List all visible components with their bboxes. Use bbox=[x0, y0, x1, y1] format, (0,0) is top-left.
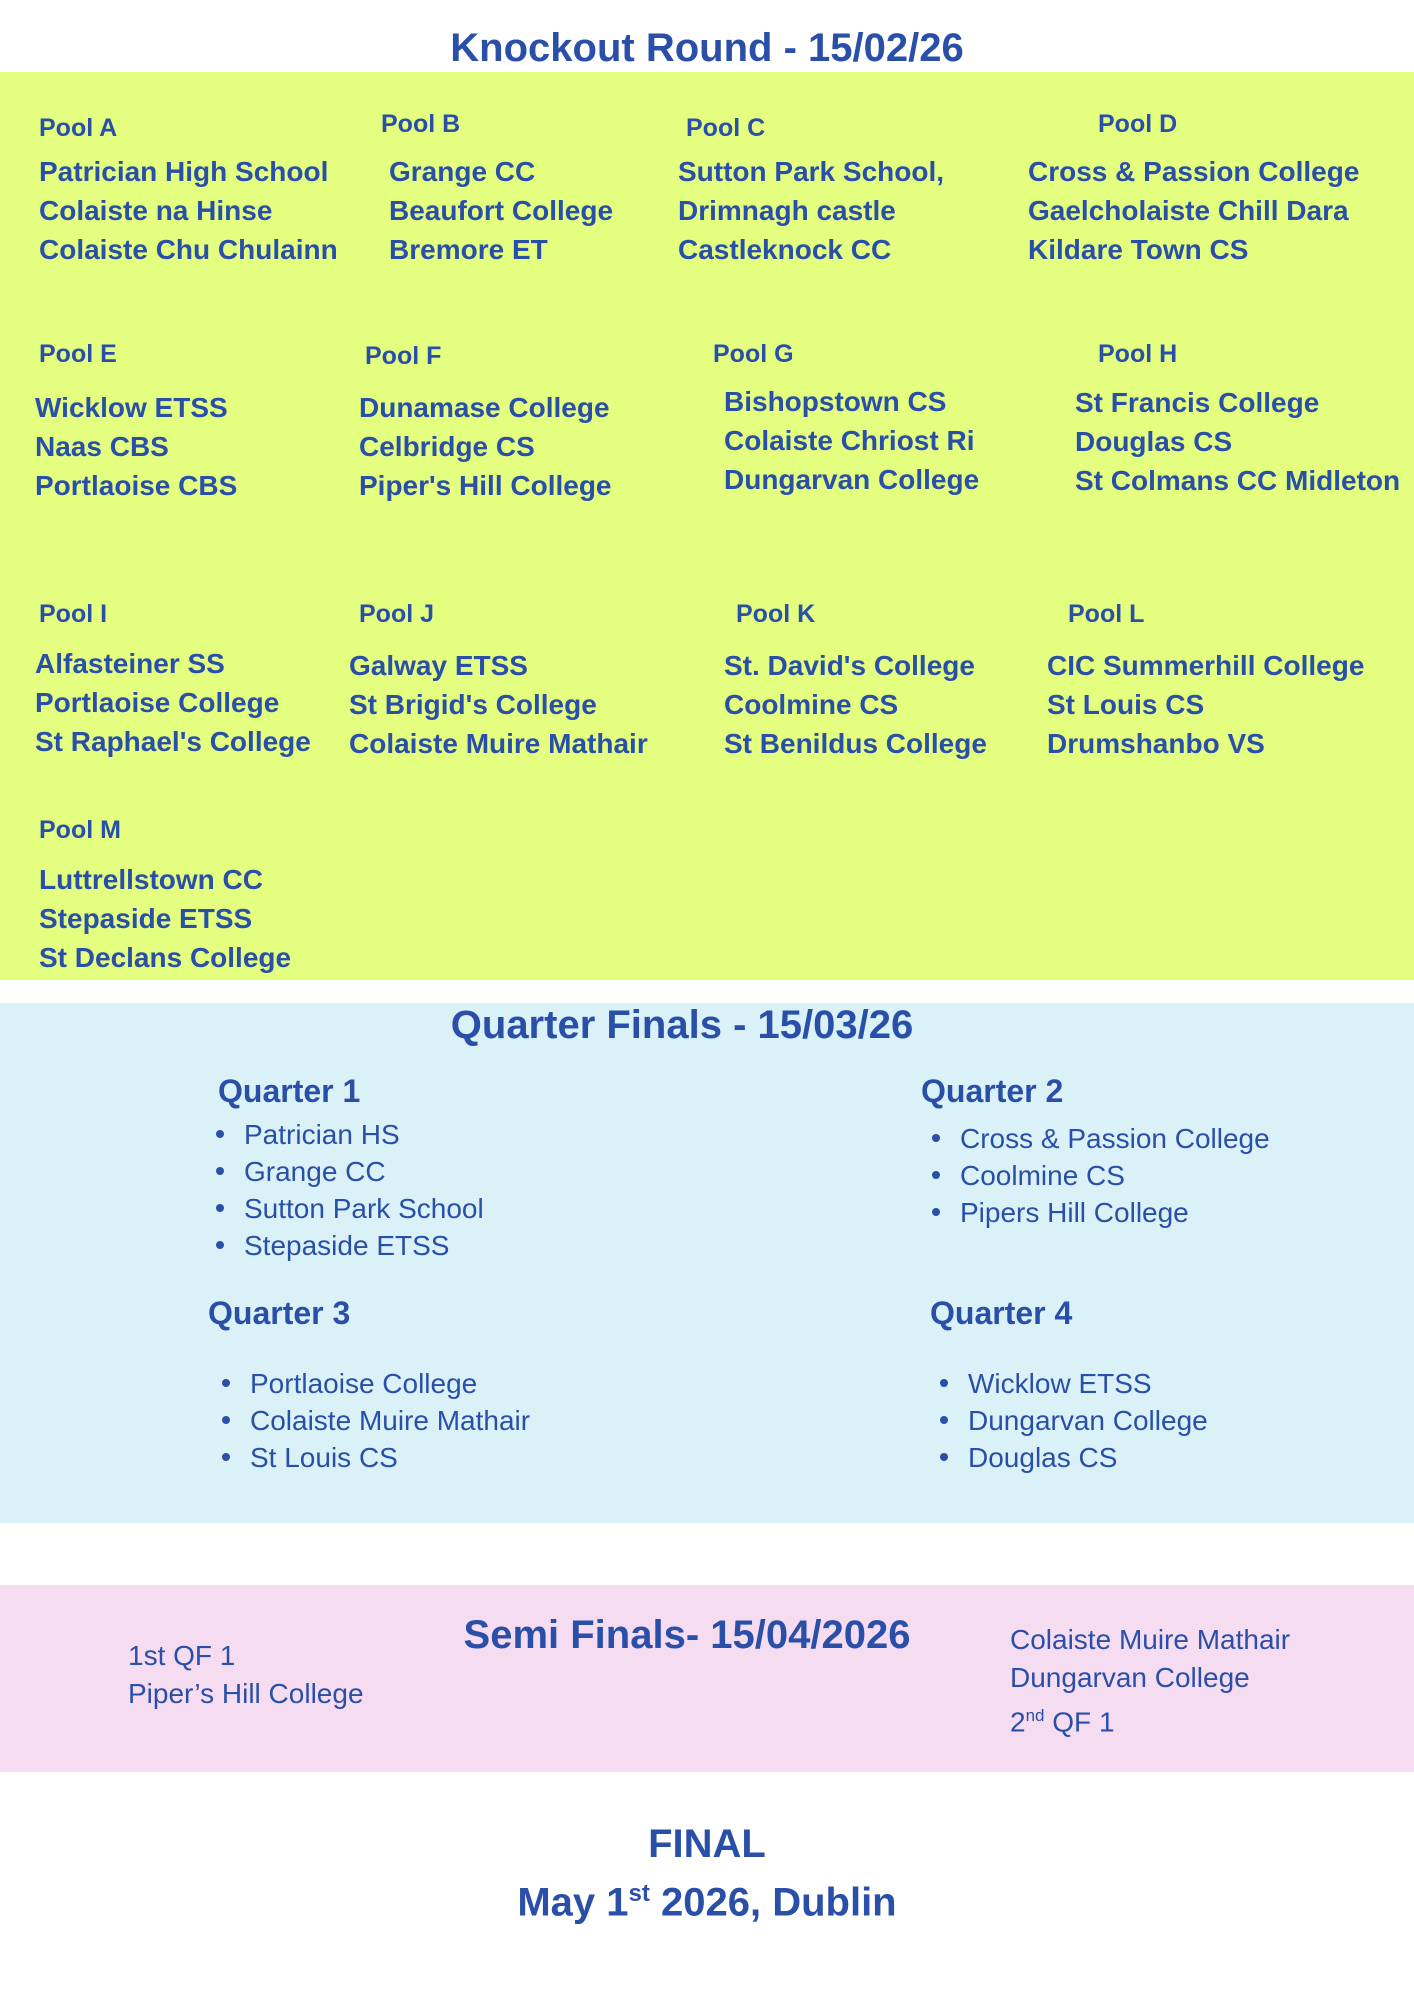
list-item bbox=[940, 1439, 1208, 1476]
pool-team-list bbox=[359, 388, 612, 505]
team: Stepaside ETSS bbox=[244, 1230, 450, 1261]
team: St Louis CS bbox=[250, 1442, 398, 1473]
team: Colaiste Chu Chulainn bbox=[39, 234, 338, 265]
team: St. David's College bbox=[724, 650, 975, 681]
team: Patrician High School bbox=[39, 156, 329, 187]
team: St Declans College bbox=[39, 942, 292, 973]
pool-team-list bbox=[35, 388, 237, 505]
knockout-title: Knockout Round - 15/02/26 bbox=[450, 26, 964, 70]
pool-title: Pool C bbox=[686, 114, 766, 142]
team: Coolmine CS bbox=[960, 1160, 1125, 1191]
team: Grange CC bbox=[244, 1156, 386, 1187]
list-item bbox=[932, 1120, 1270, 1157]
pool-team-list bbox=[39, 860, 291, 977]
pool-title: Pool M bbox=[39, 816, 121, 844]
team: Beaufort College bbox=[389, 195, 614, 226]
team: Cross & Passion College bbox=[1028, 156, 1360, 187]
pool-team-list bbox=[724, 646, 987, 763]
team: Colaiste Muire Mathair bbox=[250, 1405, 531, 1436]
semi-entry: Colaiste Muire Mathair bbox=[1010, 1624, 1291, 1655]
list-item bbox=[216, 1153, 484, 1190]
bullet-icon bbox=[216, 1167, 224, 1175]
pool-team-list bbox=[389, 152, 613, 269]
team: Cross & Passion College bbox=[960, 1123, 1270, 1154]
bullet-icon bbox=[932, 1171, 940, 1179]
team: Castleknock CC bbox=[678, 234, 892, 265]
quarter-finals-title: Quarter Finals - 15/03/26 bbox=[450, 1003, 914, 1047]
team: Colaiste na Hinse bbox=[39, 195, 273, 226]
pool-team-list bbox=[1075, 383, 1400, 500]
team: Alfasteiner SS bbox=[35, 648, 225, 679]
quarter-team-list bbox=[216, 1116, 484, 1264]
team: Piper's Hill College bbox=[359, 470, 612, 501]
team: St Louis CS bbox=[1047, 689, 1205, 720]
team: St Raphael's College bbox=[35, 726, 311, 757]
list-item bbox=[932, 1194, 1270, 1231]
list-item bbox=[216, 1190, 484, 1227]
bullet-icon bbox=[222, 1453, 230, 1461]
bullet-icon bbox=[940, 1416, 948, 1424]
team: Bishopstown CS bbox=[724, 386, 947, 417]
bullet-icon bbox=[940, 1453, 948, 1461]
pool-title: Pool D bbox=[1098, 110, 1178, 138]
semi-entry-suffix: QF 1 bbox=[1044, 1706, 1115, 1738]
semi-right-entries bbox=[1010, 1621, 1290, 1741]
team: St Colmans CC Midleton bbox=[1075, 465, 1401, 496]
final-title: FINAL bbox=[648, 1822, 766, 1866]
list-item bbox=[932, 1157, 1270, 1194]
team: Sutton Park School bbox=[244, 1193, 484, 1224]
team: Patrician HS bbox=[244, 1119, 400, 1150]
team: Drimnagh castle bbox=[678, 195, 896, 226]
quarter-title: Quarter 4 bbox=[930, 1295, 1073, 1331]
knockout-section bbox=[0, 72, 1414, 980]
bullet-icon bbox=[216, 1204, 224, 1212]
team: Dunamase College bbox=[359, 392, 610, 423]
team: Grange CC bbox=[389, 156, 536, 187]
pool-team-list bbox=[678, 152, 944, 269]
team: St Benildus College bbox=[724, 728, 987, 759]
team: Kildare Town CS bbox=[1028, 234, 1249, 265]
pool-team-list bbox=[35, 644, 311, 761]
team: Pipers Hill College bbox=[960, 1197, 1189, 1228]
bullet-icon bbox=[222, 1416, 230, 1424]
semi-entry: Dungarvan College bbox=[1010, 1662, 1250, 1693]
list-item bbox=[222, 1365, 530, 1402]
pool-title: Pool J bbox=[359, 600, 435, 628]
pool-title: Pool F bbox=[365, 342, 442, 370]
list-item bbox=[940, 1365, 1208, 1402]
bullet-icon bbox=[940, 1379, 948, 1387]
bullet-icon bbox=[216, 1241, 224, 1249]
pool-team-list bbox=[39, 152, 338, 269]
pool-team-list bbox=[349, 646, 648, 763]
team: Celbridge CS bbox=[359, 431, 535, 462]
team: St Brigid's College bbox=[349, 689, 597, 720]
final-date-suffix: 2026, Dublin bbox=[649, 1880, 897, 1925]
team: Dungarvan College bbox=[724, 464, 980, 495]
pool-title: Pool L bbox=[1068, 600, 1145, 628]
team: Gaelcholaiste Chill Dara bbox=[1028, 195, 1349, 226]
team: Portlaoise College bbox=[250, 1368, 478, 1399]
team: Wicklow ETSS bbox=[35, 392, 228, 423]
quarter-team-list bbox=[932, 1120, 1270, 1231]
semi-finals-title: Semi Finals- 15/04/2026 bbox=[463, 1613, 911, 1657]
team: Drumshanbo VS bbox=[1047, 728, 1265, 759]
pool-title: Pool E bbox=[39, 340, 117, 368]
list-item bbox=[222, 1402, 530, 1439]
team: Galway ETSS bbox=[349, 650, 528, 681]
team: Stepaside ETSS bbox=[39, 903, 253, 934]
bullet-icon bbox=[222, 1379, 230, 1387]
team: Portlaoise College bbox=[35, 687, 280, 718]
list-item bbox=[940, 1402, 1208, 1439]
team: Naas CBS bbox=[35, 431, 169, 462]
quarter-finals-section bbox=[0, 1003, 1414, 1523]
team: Coolmine CS bbox=[724, 689, 899, 720]
pool-title: Pool A bbox=[39, 114, 118, 142]
team: Douglas CS bbox=[968, 1442, 1118, 1473]
list-item bbox=[216, 1227, 484, 1264]
pool-team-list bbox=[1028, 152, 1359, 269]
quarter-title: Quarter 1 bbox=[218, 1073, 361, 1109]
team: Bremore ET bbox=[389, 234, 548, 265]
semi-entry-sup: nd bbox=[1025, 1706, 1045, 1725]
pool-team-list bbox=[724, 382, 979, 499]
team: CIC Summerhill College bbox=[1047, 650, 1365, 681]
quarter-title: Quarter 2 bbox=[921, 1073, 1064, 1109]
team: St Francis College bbox=[1075, 387, 1320, 418]
pool-title: Pool B bbox=[381, 110, 461, 138]
semi-entry bbox=[1010, 1697, 1290, 1741]
team: Colaiste Muire Mathair bbox=[349, 728, 648, 759]
bullet-icon bbox=[216, 1130, 224, 1138]
semi-entry-prefix: 2 bbox=[1010, 1706, 1026, 1738]
pool-title: Pool I bbox=[39, 600, 108, 628]
bullet-icon bbox=[932, 1208, 940, 1216]
pool-title: Pool G bbox=[713, 340, 794, 368]
team: Sutton Park School, bbox=[678, 156, 945, 187]
pool-title: Pool K bbox=[736, 600, 816, 628]
final-date bbox=[0, 1880, 1414, 1925]
list-item bbox=[222, 1439, 530, 1476]
final-date-prefix: May 1 bbox=[517, 1880, 629, 1925]
semi-finals-section bbox=[0, 1585, 1414, 1772]
semi-left-entries bbox=[128, 1637, 364, 1713]
quarter-team-list bbox=[222, 1365, 530, 1476]
list-item bbox=[216, 1116, 484, 1153]
team: Luttrellstown CC bbox=[39, 864, 263, 895]
team: Wicklow ETSS bbox=[968, 1368, 1152, 1399]
team: Colaiste Chriost Ri bbox=[724, 425, 975, 456]
team: Douglas CS bbox=[1075, 426, 1233, 457]
quarter-title: Quarter 3 bbox=[208, 1295, 351, 1331]
semi-entry: 1st QF 1 bbox=[128, 1640, 236, 1671]
semi-entry: Piper’s Hill College bbox=[128, 1678, 364, 1709]
team: Portlaoise CBS bbox=[35, 470, 238, 501]
pool-team-list bbox=[1047, 646, 1364, 763]
pool-title: Pool H bbox=[1098, 340, 1178, 368]
bullet-icon bbox=[932, 1134, 940, 1142]
final-date-sup: st bbox=[628, 1880, 650, 1907]
team: Dungarvan College bbox=[968, 1405, 1208, 1436]
quarter-team-list bbox=[940, 1365, 1208, 1476]
